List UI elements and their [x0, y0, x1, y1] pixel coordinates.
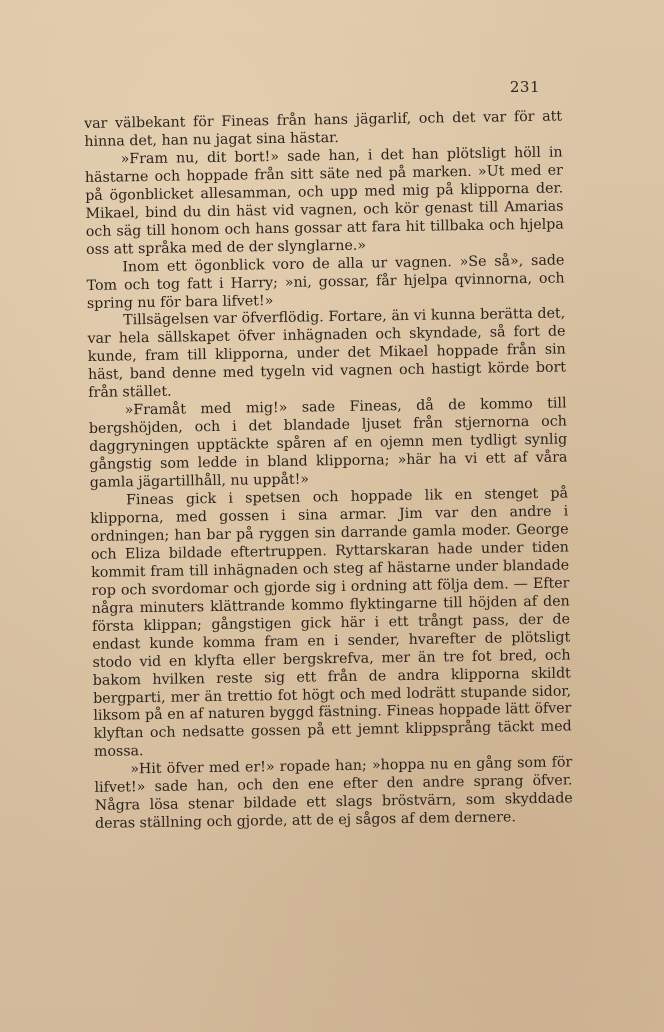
body-text [84, 108, 573, 834]
paragraph: »Hit öfver med er!» ropade han; »hoppa nu en gång som för lifvet!» sade han, och den ene efter den andre sprang öfver. Några lösa stenar bildade ett slags bröstvärn, som skyddade deras ställning och gjorde, att de ej sågos af dem dernere. [94, 754, 573, 833]
paragraph: »Fram nu, dit bort!» sade han, i det han plötsligt höll in hästarne och hoppade från sitt säte ned på marken. »Ut med er på ögonblicket allesamman, och upp med mig på klipporna der. Mikael, bind du din häst vid vagnen, och kör genast till Amarias och säg till honom och hans gossar att fara hit tillbaka och hjelpa oss att språka med de der slynglarne.» [84, 144, 564, 258]
paragraph: »Framåt med mig!» sade Fineas, då de kommo till bergshöjden, och i det blandade ljuset från stjernorna och daggryningen upptäckte spåren af en ojemn men tydligt synlig gångstig som ledde in bland klipporna; »här ha vi ett af våra gamla jägartillhåll, nu uppåt!» [88, 395, 568, 492]
page-number: 231 [509, 78, 540, 96]
paragraph: Fineas gick i spetsen och hoppade lik en stenget på klipporna, med gossen i sina armar. Jim var den andre i ordningen; han bar på ryggen sin darrande gamla moder. George och Eliza bildade eftertruppen. Ryttarskaran hade under tiden kommit fram till inhägnaden och steg af hästarne under blandade rop och svordomar och gjorde sig i ordning att följa dem. — Efter några minuters klättrande kommo flyktingarne till höjden af den första klippan; gångstigen gick här i ett trångt pass, der de endast kunde komma fram en i sender, hvarefter de plötsligt stodo vid en klyfta eller bergskrefva, mer än tre fot bred, och bakom hvilken reste sig ett från de andra klipporna skildt bergparti, mer än trettio fot högt och med lodrätt stupande sidor, liksom på en af naturen byggd fästning. Fineas hoppade lätt öfver klyftan och nedsatte gossen på ett jemnt klippsprång täckt med mossa. [90, 485, 572, 761]
paragraph: Tillsägelsen var öfverflödig. Fortare, än vi kunna berätta det, var hela sällskapet öfver inhägnaden och skyndade, så fort de kunde, fram till klipporna, under det Mikael hoppade från sin häst, band denne med tygeln vid vagnen och hastigt körde bort från stället. [87, 305, 567, 402]
paragraph: var välbekant för Fineas från hans jägarlif, och det var för att hinna det, han nu jagat sina hästar. [84, 108, 563, 150]
paragraph: Inom ett ögonblick voro de alla ur vagnen. »Se så», sade Tom och tog fatt i Harry; »ni, gossar, får hjelpa qvinnorna, och spring nu för bara lifvet!» [86, 252, 565, 312]
